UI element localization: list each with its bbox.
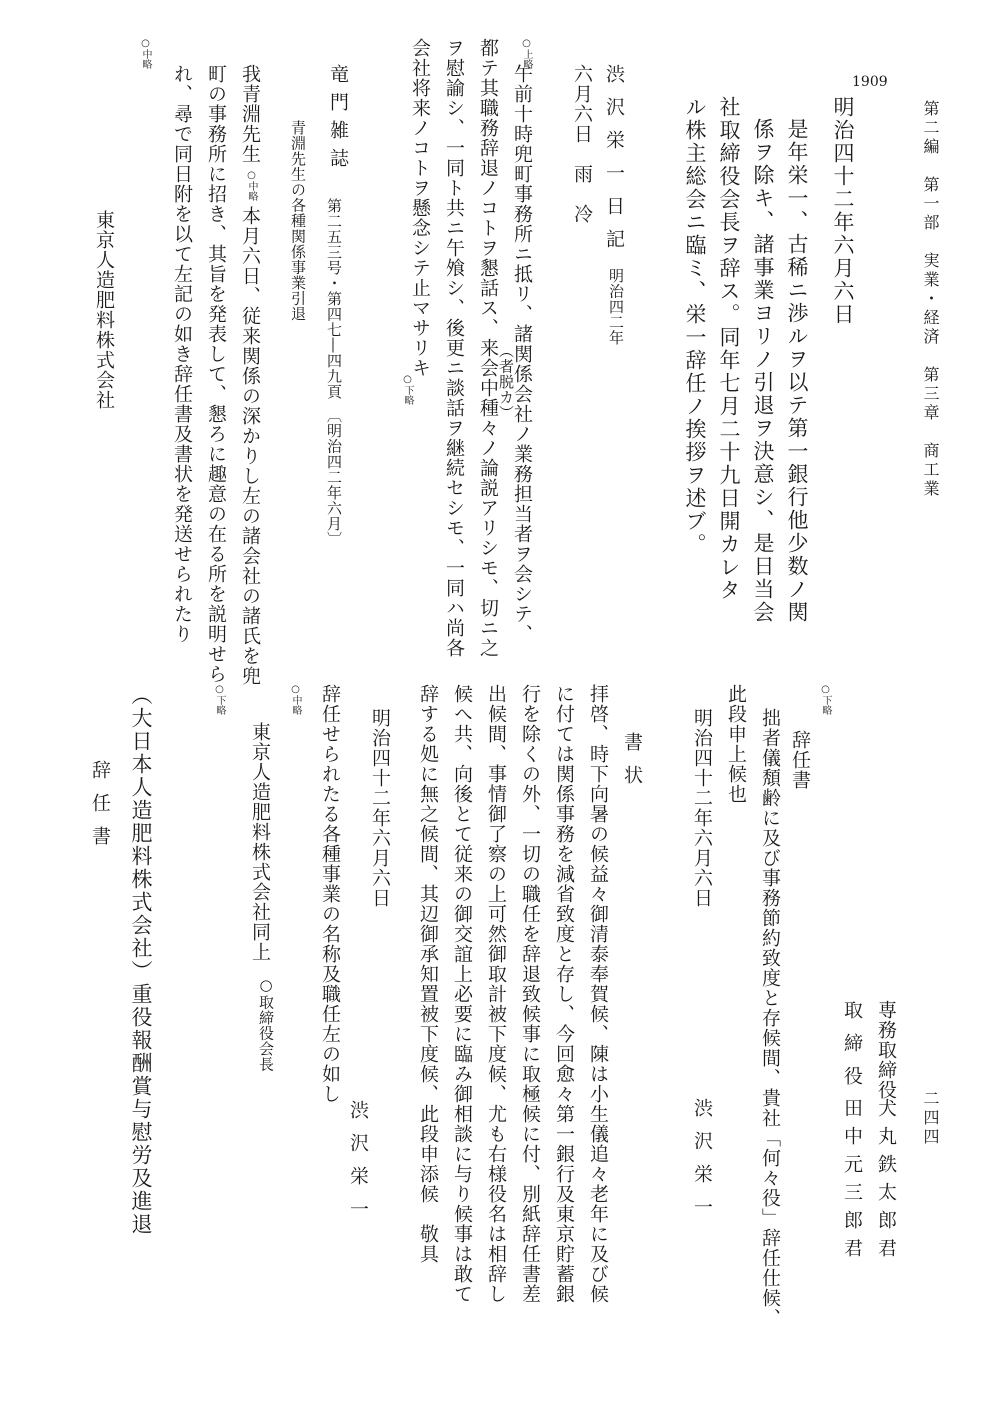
note-omitted-below-2: ○下略 (820, 684, 831, 715)
list-item: 東京人造肥料株式会社同上 (249, 722, 271, 962)
letter-line-4: 出候間、事情御了察の上可然御取計被下度候、尤も右様役名は相辞し (485, 684, 507, 1304)
diary-line-3: ヲ慰諭シ、一同ト共ニ午飧シ、後更ニ談話ヲ継続セシモ、一同ハ尚各 (443, 38, 465, 658)
resignation-date: 明治四十二年六月六日 (691, 708, 713, 908)
letter-line-5: 候へ共、向後とて従来の御交誼上必要に臨み御相談に与り候事は敢て (451, 684, 473, 1304)
letter-date: 明治四十二年六月六日 (369, 708, 391, 908)
note-omitted-mid: ○中略 (246, 170, 257, 201)
diary-era: 明治四二年 (607, 268, 625, 346)
running-head: 第二編 第一部 実業・経済 第三章 商工業 (921, 100, 940, 499)
addressee-2-role: 取締役 (841, 1000, 863, 1099)
diary-title: 渋沢栄一日記 (603, 64, 625, 262)
letter-title: 書状 (621, 732, 643, 798)
diary-line-1: 午前十時兜町事務所ニ抵リ、諸関係会社ノ業務担当者ヲ会シテ、 (511, 64, 533, 644)
section-sub: 辞任書 (89, 760, 111, 859)
list-item-role: ○取締役会長 (257, 976, 275, 1072)
year-western: 1909 (852, 74, 888, 90)
date-heading: 明治四十二年六月六日 (831, 96, 855, 326)
resignation-title: 辞任書 (789, 730, 811, 790)
magazine-ref: 第二五三号・第四七―四九頁 〔明治四二年六月〕 (325, 198, 343, 547)
note-omitted-mid-2: ○中略 (140, 38, 151, 69)
note-omitted-below: ○下略 (402, 374, 413, 405)
letter-signer: 渋沢栄一 (347, 1100, 369, 1232)
magazine-line-1b: 本月六日、従来関係の深かりし左の諸会社の諸氏を兜 (239, 206, 261, 686)
note-omitted-above: ○上略 (521, 38, 532, 69)
diary-date: 六月六日 雨 冷 (571, 64, 593, 224)
addressee-1-role: 専務取締役 (875, 1000, 897, 1100)
page-number: 二四四 (921, 1090, 940, 1147)
addressee-1-name: 犬丸鉄太郎君 (875, 1098, 897, 1266)
letter-line-6: 辞する処に無之候間、其辺御承知置被下度候、此段申添候 敬具 (417, 684, 439, 1264)
addressee-2-name: 田中元三郎君 (841, 1098, 863, 1266)
summary-line-3: 社取締役会長ヲ辞ス。同年七月二十九日開カレタ (717, 96, 741, 602)
diary-line-2: 都テ其職務辞退ノコトヲ懇話ス、来会中種々ノ論説アリシモ、切ニ之 (477, 38, 499, 658)
company-name: 東京人造肥料株式会社 (93, 210, 115, 410)
list-intro: 辞任せられたる各種事業の名称及職任左の如し (319, 684, 341, 1104)
note-omitted-mid-3: ○中略 (290, 684, 301, 715)
resignation-signer: 渋沢栄一 (691, 1098, 713, 1230)
letter-line-3: 行を除くの外、一切の職任を辞退致候事に取極候に付、別紙辞任書差 (519, 684, 541, 1304)
magazine-line-2: 町の事務所に招き、其旨を発表して、懇ろに趣意の在る所を説明せら (205, 64, 227, 684)
note-omitted-below-3: ○下略 (214, 684, 225, 715)
magazine-heading: 青淵先生の各種関係事業引退 (289, 120, 307, 322)
note-inserted: （者脱カ） (497, 343, 515, 421)
summary-line-2: 係ヲ除キ、諸事業ヨリノ引退ヲ決意シ、是日当会 (751, 118, 775, 624)
diary-line-4: 会社将来ノコトヲ懸念シテ止マサリキ (409, 38, 431, 378)
magazine-line-1: 我青淵先生 (239, 64, 261, 164)
section-heading: （大日本人造肥料株式会社）重役報酬賞与慰労及進退 (129, 684, 153, 1236)
letter-line-1: 拝啓、時下向暑の候益々御清泰奉賀候、陳は小生儀追々老年に及び候 (587, 684, 609, 1304)
summary-line-4: ル株主総会ニ臨ミ、栄一辞任ノ挨拶ヲ述ブ。 (683, 96, 707, 556)
summary-line-1: 是年栄一、古稀ニ渉ルヲ以テ第一銀行他少数ノ関 (785, 118, 809, 624)
letter-line-2: に付ては関係事務を減省致度と存し、今回愈々第一銀行及東京貯蓄銀 (553, 684, 575, 1304)
magazine-title: 竜門雑誌 (327, 64, 349, 176)
resignation-line-2: 此段申上候也 (725, 684, 747, 804)
magazine-line-3: れ、尋で同日附を以て左記の如き辞任書及書状を発送せられたり (171, 64, 193, 644)
resignation-line-1: 拙者儀頽齢に及び事務節約致度と存候間、貴社「何々役」辞任仕候、 (759, 708, 781, 1328)
